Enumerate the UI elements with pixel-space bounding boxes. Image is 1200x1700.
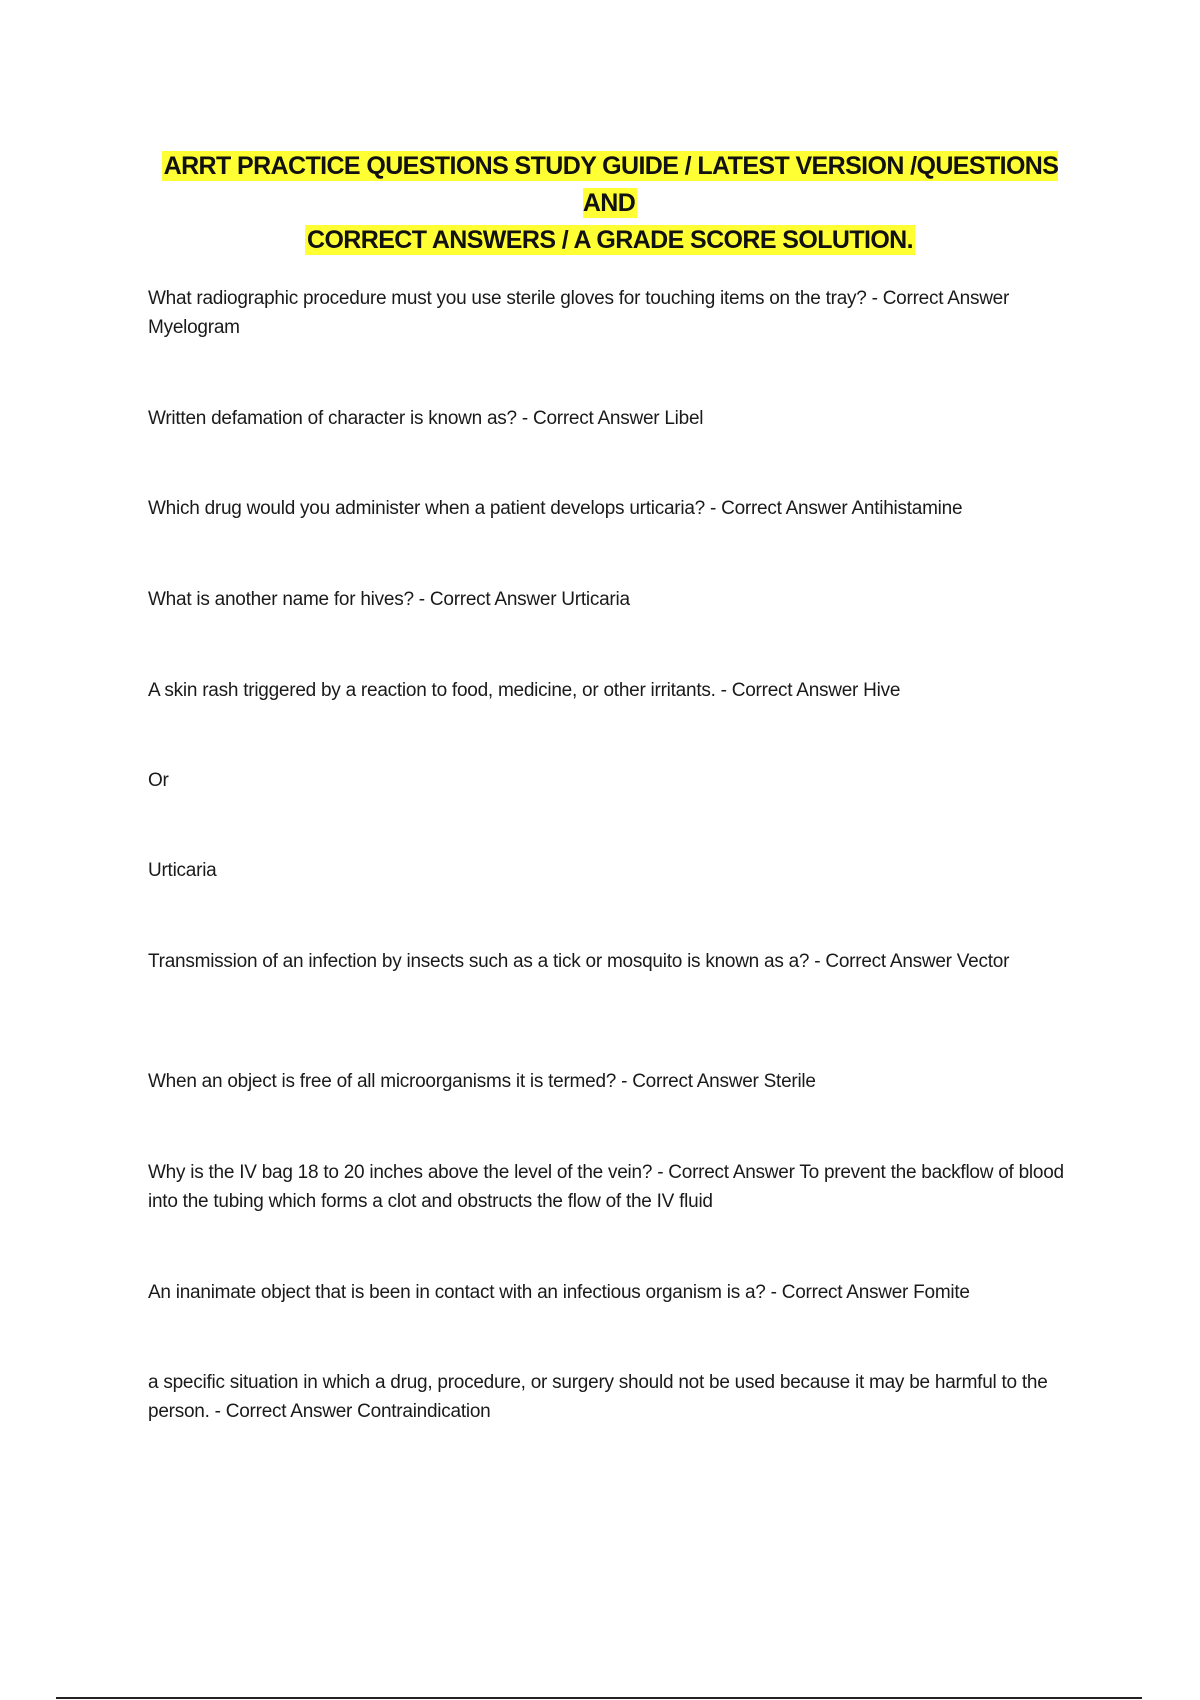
qa-item-libel: Written defamation of character is known as? - Correct Answer Libel [148,408,704,429]
bottom-divider [56,1697,1142,1699]
qa-item-or: Or [148,770,169,791]
qa-item-vector: Transmission of an infection by insects such as a tick or mosquito is known as a? - Correct Answer Vector [148,951,1010,972]
qa-item-contraindication: a specific situation in which a drug, procedure, or surgery should not be used because it may be harmful to the person. - Correct Answer Contraindication [148,1372,1048,1422]
qa-item-fomite: An inanimate object that is been in contact with an infectious organism is a? - Correct Answer Fomite [148,1282,970,1303]
qa-item-skin-rash: A skin rash triggered by a reaction to food, medicine, or other irritants. - Correct Answer Hive [148,680,901,701]
qa-item-hives: What is another name for hives? - Correct Answer Urticaria [148,589,630,610]
title-line-1: ARRT PRACTICE QUESTIONS STUDY GUIDE / LATEST VERSION /QUESTIONS AND [163,152,1059,217]
document-title [140,148,1080,259]
qa-item-antihistamine: Which drug would you administer when a patient develops urticaria? - Correct Answer Antihistamine [148,498,963,519]
qa-item-iv-bag: Why is the IV bag 18 to 20 inches above the level of the vein? - Correct Answer To prevent the backflow of blood into the tubing which forms a clot and obstructs the flow of the IV fluid [148,1162,1064,1212]
qa-item-urticaria: Urticaria [148,860,217,881]
qa-item-sterile: When an object is free of all microorganisms it is termed? - Correct Answer Sterile [148,1071,816,1092]
title-line-2: CORRECT ANSWERS / A GRADE SCORE SOLUTION. [307,226,913,254]
qa-item-myelogram: What radiographic procedure must you use sterile gloves for touching items on the tray? - Correct Answer Myelogram [148,288,1010,338]
